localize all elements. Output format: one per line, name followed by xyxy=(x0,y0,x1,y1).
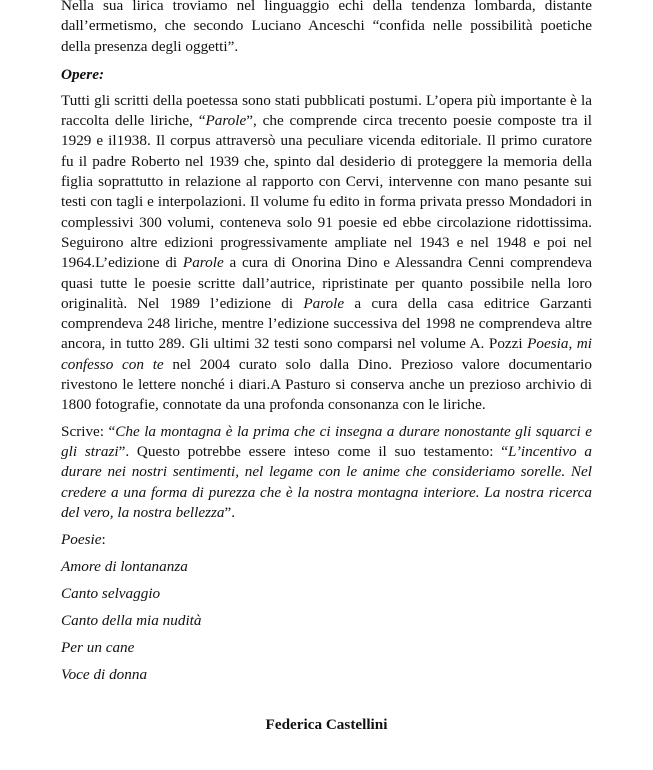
poem-list xyxy=(61,557,592,685)
poesie-label-colon: : xyxy=(101,531,106,549)
text-run: ”, che comprende circa trecento poesie composte tra il 1929 e il1938. Il corpus attraversò una peculiare vicenda editoriale. Il primo curatore fu il padre Roberto nel 1939 che, spinto dal desiderio di proteggere la memoria della figlia soprattutto in relazione al rapporto con Cervi, intervenne con mano pesante sui testi con tagli e interpolazioni. Il volume fu edito in forma privata presso Mondadori in complessivi 300 volumi, conteneva solo 91 poesie ed ebbe circolazione ridottissima. Seguirono altre edizioni progressivamente ampliate nel 1943 e nel 1948 e poi nel 1964.L’edizione di xyxy=(61,112,592,272)
intro-paragraph: Nella sua lirica troviamo nel linguaggio echi della tendenza lombarda, distante dall’ermetismo, che secondo Luciano Anceschi “confida nelle possibilità poetiche della presenza degli oggetti”. xyxy=(61,0,592,55)
work-title-parole: Parole xyxy=(303,294,345,312)
poesie-label xyxy=(61,530,592,550)
work-title-parole: Parole xyxy=(205,112,247,130)
poem-title: Per un cane xyxy=(61,639,135,657)
text-run: nel 2004 curato solo dalla Dino. Prezioso valore documentario rivestono le lettere nonché i diari.A Pasturo si conserva anche un prezioso archivio di 1800 fotografie, connotate da una profonda consonanza con le liriche. xyxy=(61,355,592,414)
poem-title: Amore di lontananza xyxy=(61,558,188,576)
text-run: ”. Questo potrebbe essere inteso come il suo testamento: “ xyxy=(118,442,508,460)
author-name: Federica Castellini xyxy=(265,716,388,734)
poem-title: Canto selvaggio xyxy=(61,585,161,603)
opere-heading: Opere: xyxy=(61,65,105,83)
quote-paragraph xyxy=(61,422,592,523)
poem-title: Canto della mia nudità xyxy=(61,612,202,630)
quote-text: Che la montagna è la prima che ci insegna a durare nonostante gli squarci e gli strazi xyxy=(61,422,592,460)
poem-title: Voce di donna xyxy=(61,666,148,684)
text-run: Scrive: “ xyxy=(61,422,116,440)
text-run: ”. xyxy=(224,503,236,521)
text-run: a cura di Onorina Dino e Alessandra Cenni comprendeva quasi tutte le poesie scritte dall’autrice, ripristinate per quanto possibile nella loro originalità. Nel 1989 l’edizione di xyxy=(61,254,592,312)
text-run: a cura della casa editrice Garzanti comprendeva 248 liriche, mentre l’edizione successiva del 1998 ne comprendeva altre ancora, in tutto 289. Gli ultimi 32 testi sono comparsi nel volume A. Pozzi xyxy=(61,294,592,353)
quote-text: L’incentivo a durare nei nostri sentimenti, nel legame con le anime che consideriamo sorelle. Nel credere a una forma di purezza che è la nostra montagna interiore. La nostra ricerca del vero, la nostra bellezza xyxy=(61,442,592,521)
poesie-label-text: Poesie xyxy=(61,531,102,549)
text-run: Tutti gli scritti della poetessa sono stati pubblicati postumi. L’opera più importante è la raccolta delle liriche, “ xyxy=(61,91,592,130)
opere-paragraph xyxy=(61,91,592,416)
work-title-poesia: Poesia, mi confesso con te xyxy=(61,335,592,373)
document-page xyxy=(61,0,592,735)
work-title-parole: Parole xyxy=(182,254,224,272)
